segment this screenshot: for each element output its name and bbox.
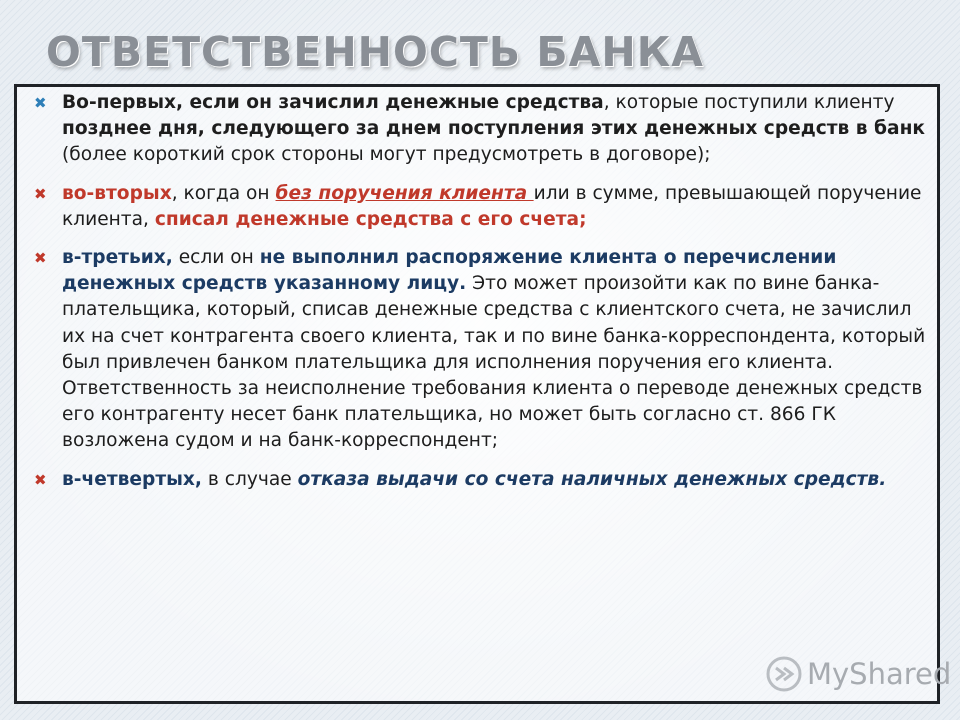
- list-item: ✖ во-вторых, когда он без поручения клиента или в сумме, превышающей поручение клиента, списал денежные средства с его счета;: [34, 182, 922, 230]
- list-item: ✖ в-четвертых, в случае отказа выдачи со счета наличных денежных средств.: [32, 467, 932, 493]
- myshared-logo-icon: [765, 655, 803, 693]
- watermark-text: MyShared: [807, 657, 952, 691]
- myshared-watermark: [765, 655, 951, 693]
- slide-title: ОТВЕТСТВЕННОСТЬ БАНКА: [46, 28, 704, 76]
- x-bullet-icon: ✖: [34, 94, 47, 112]
- list-item: ✖ Во-первых, если он зачислил денежные средства, которые поступили клиенту позднее дня, следующего за днем поступления этих денежных средств в банк (более короткий срок стороны могут предусмотреть в договоре);: [34, 92, 926, 166]
- x-bullet-icon: ✖: [34, 470, 47, 489]
- x-bullet-icon: ✖: [34, 249, 47, 268]
- x-bullet-icon: ✖: [34, 184, 47, 203]
- bullet-list: [32, 90, 932, 505]
- list-item: ✖ в-третьих, если он не выполнил распоряжение клиента о перечислении денежных средств указанному лицу. Это может произойти как по вине банка-плательщика, который, списав денежные средства с клиентского счета, не зачислил их на счет контрагента своего клиента, так и по вине банка-корреспондента, который был привлечен банком плательщика для исполнения поручения его клиента. Ответственность за неисполнение требования клиента о переводе денежных средств его контрагенту несет банк плательщика, но может быть согласно ст. 866 ГК возложена судом и на банк-корреспондент;: [34, 247, 926, 452]
